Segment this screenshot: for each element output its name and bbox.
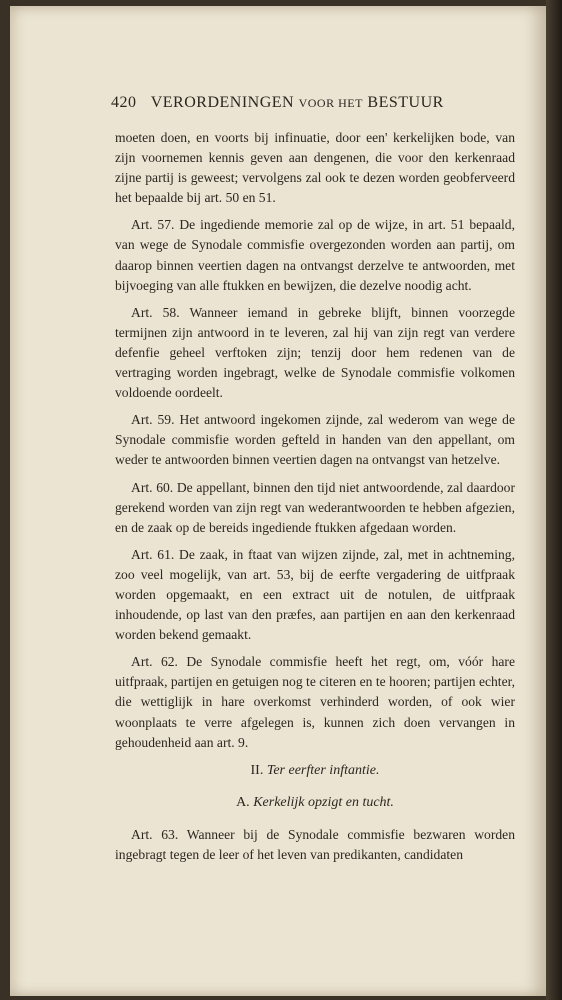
header-title-end: BESTUUR <box>367 94 444 111</box>
section-number: II. <box>250 762 264 778</box>
sub-heading-letter: A. <box>236 794 250 810</box>
sub-heading <box>115 793 515 813</box>
paragraph: Art. 57. De ingediende memorie zal op de wijze, in art. 51 bepaald, van wege de Synodale commisfie overgezonden worden aan partij, om daarop binnen veertien dagen na ontvangst derzelve te antwoorden, met bijvoeging van alle ftukken en bewijzen, die dezelve noodig acht. <box>115 217 515 293</box>
paragraph: Art. 63. Wanneer bij de Synodale commisfie bezwaren worden ingebragt tegen de leer of het leven van predikanten, candidaten <box>115 826 515 862</box>
paragraph: moeten doen, en voorts bij infinuatie, door een' kerkelijken bode, van zijn voornemen kennis geven aan dengenen, die voor den kerkenraad zijne partij is geweest; vervolgens zal ook te dezen worden geobferveerd het bepaalde bij art. 50 en 51. <box>115 130 515 206</box>
sub-heading-title: Kerkelijk opzigt en tucht. <box>253 794 394 810</box>
paragraph: Art. 62. De Synodale commisfie heeft het regt, om, vóór hare uitfpraak, partijen en getuigen nog te citeren en te hooren; partijen echter, die wettiglijk in hare overkomst verhinderd worden, of ook wier woonplaats te verre afgelegen is, kunnen zich doen vervangen in gehoudenheid aan art. 9. <box>115 654 515 750</box>
header-title-main: VERORDENINGEN <box>150 94 295 111</box>
book-edge <box>546 0 562 1000</box>
page-number: 420 <box>111 94 137 111</box>
book-page <box>10 6 546 996</box>
paragraph: Art. 58. Wanneer iemand in gebreke blijft, binnen voorzegde termijnen zijn antwoord in te leveren, zal hij van zijn regt van verdere defenfie geheel verftoken zijn; tenzij door hem redenen van de vertraging worden ingebragt, welke de Synodale commisfie volkomen voldoende oordeelt. <box>115 304 515 401</box>
body-text <box>115 128 515 872</box>
paragraph: Art. 59. Het antwoord ingekomen zijnde, zal wederom van wege de Synodale commisfie worden gefteld in handen van den appellant, om weder te antwoorden binnen veertien dagen na ontvangst van hetzelve. <box>115 412 515 468</box>
paragraph: Art. 60. De appellant, binnen den tijd niet antwoordende, zal daardoor gerekend worden van zijn regt van wederantwoorden te hebben afgezien, en de zaak op de bereids ingediende ftukken afgedaan worden. <box>115 479 515 535</box>
section-heading <box>115 761 515 781</box>
header-title-small: VOOR HET <box>298 96 363 110</box>
paragraph: Art. 61. De zaak, in ftaat van wijzen zijnde, zal, met in achtneming, zoo veel mogelijk, van art. 53, bij de eerfte vergadering de uitfpraak worden opgemaakt, en een extract uit de notulen, de uitfpraak inhoudende, op last van den præfes, aan partijen en aan den kerkenraad worden bekend gemaakt. <box>115 546 515 643</box>
running-header <box>111 94 471 112</box>
section-title: Ter eerfter inftantie. <box>266 762 380 778</box>
